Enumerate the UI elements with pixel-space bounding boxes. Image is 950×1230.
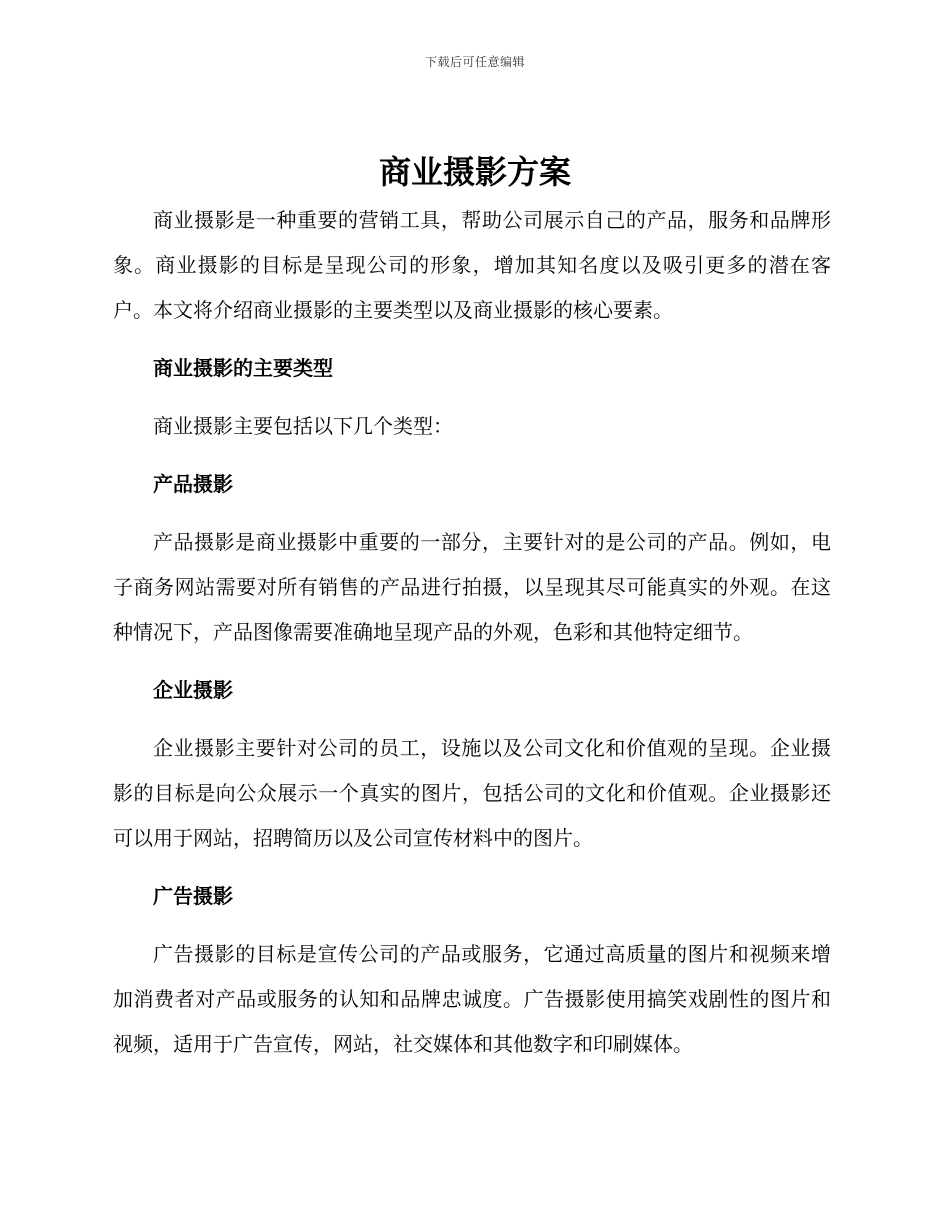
main-types-paragraph: 商业摄影主要包括以下几个类型： [153, 414, 453, 438]
corporate-paragraph: 企业摄影主要针对公司的员工，设施以及公司文化和价值观的呈现。企业摄影的目标是向公众展示一个真实的图片，包括公司的文化和价值观。企业摄影还可以用于网站，招聘简历以及公司宣传材料中的图片。 [113, 736, 831, 850]
product-paragraph: 产品摄影是商业摄影中重要的一部分，主要针对的是公司的产品。例如，电子商务网站需要对所有销售的产品进行拍摄，以呈现其尽可能真实的外观。在这种情况下，产品图像需要准确地呈现产品的外观，色彩和其他特定细节。 [113, 530, 831, 644]
intro-paragraph: 商业摄影是一种重要的营销工具，帮助公司展示自己的产品，服务和品牌形象。商业摄影的目标是呈现公司的形象，增加其知名度以及吸引更多的潜在客户。本文将介绍商业摄影的主要类型以及商业摄影的核心要素。 [113, 208, 831, 322]
section-heading-advertising: 广告摄影 [153, 884, 233, 908]
section-heading-corporate: 企业摄影 [153, 678, 233, 702]
advertising-paragraph: 广告摄影的目标是宣传公司的产品或服务，它通过高质量的图片和视频来增加消费者对产品或服务的认知和品牌忠诚度。广告摄影使用搞笑戏剧性的图片和视频，适用于广告宣传，网站，社交媒体和其他数字和印刷媒体。 [113, 942, 831, 1056]
section-heading-main-types: 商业摄影的主要类型 [153, 356, 333, 380]
header-note: 下载后可任意编辑 [424, 55, 525, 69]
document-body [113, 198, 831, 1067]
document-title: 商业摄影方案 [378, 153, 571, 191]
section-heading-product: 产品摄影 [153, 472, 233, 496]
